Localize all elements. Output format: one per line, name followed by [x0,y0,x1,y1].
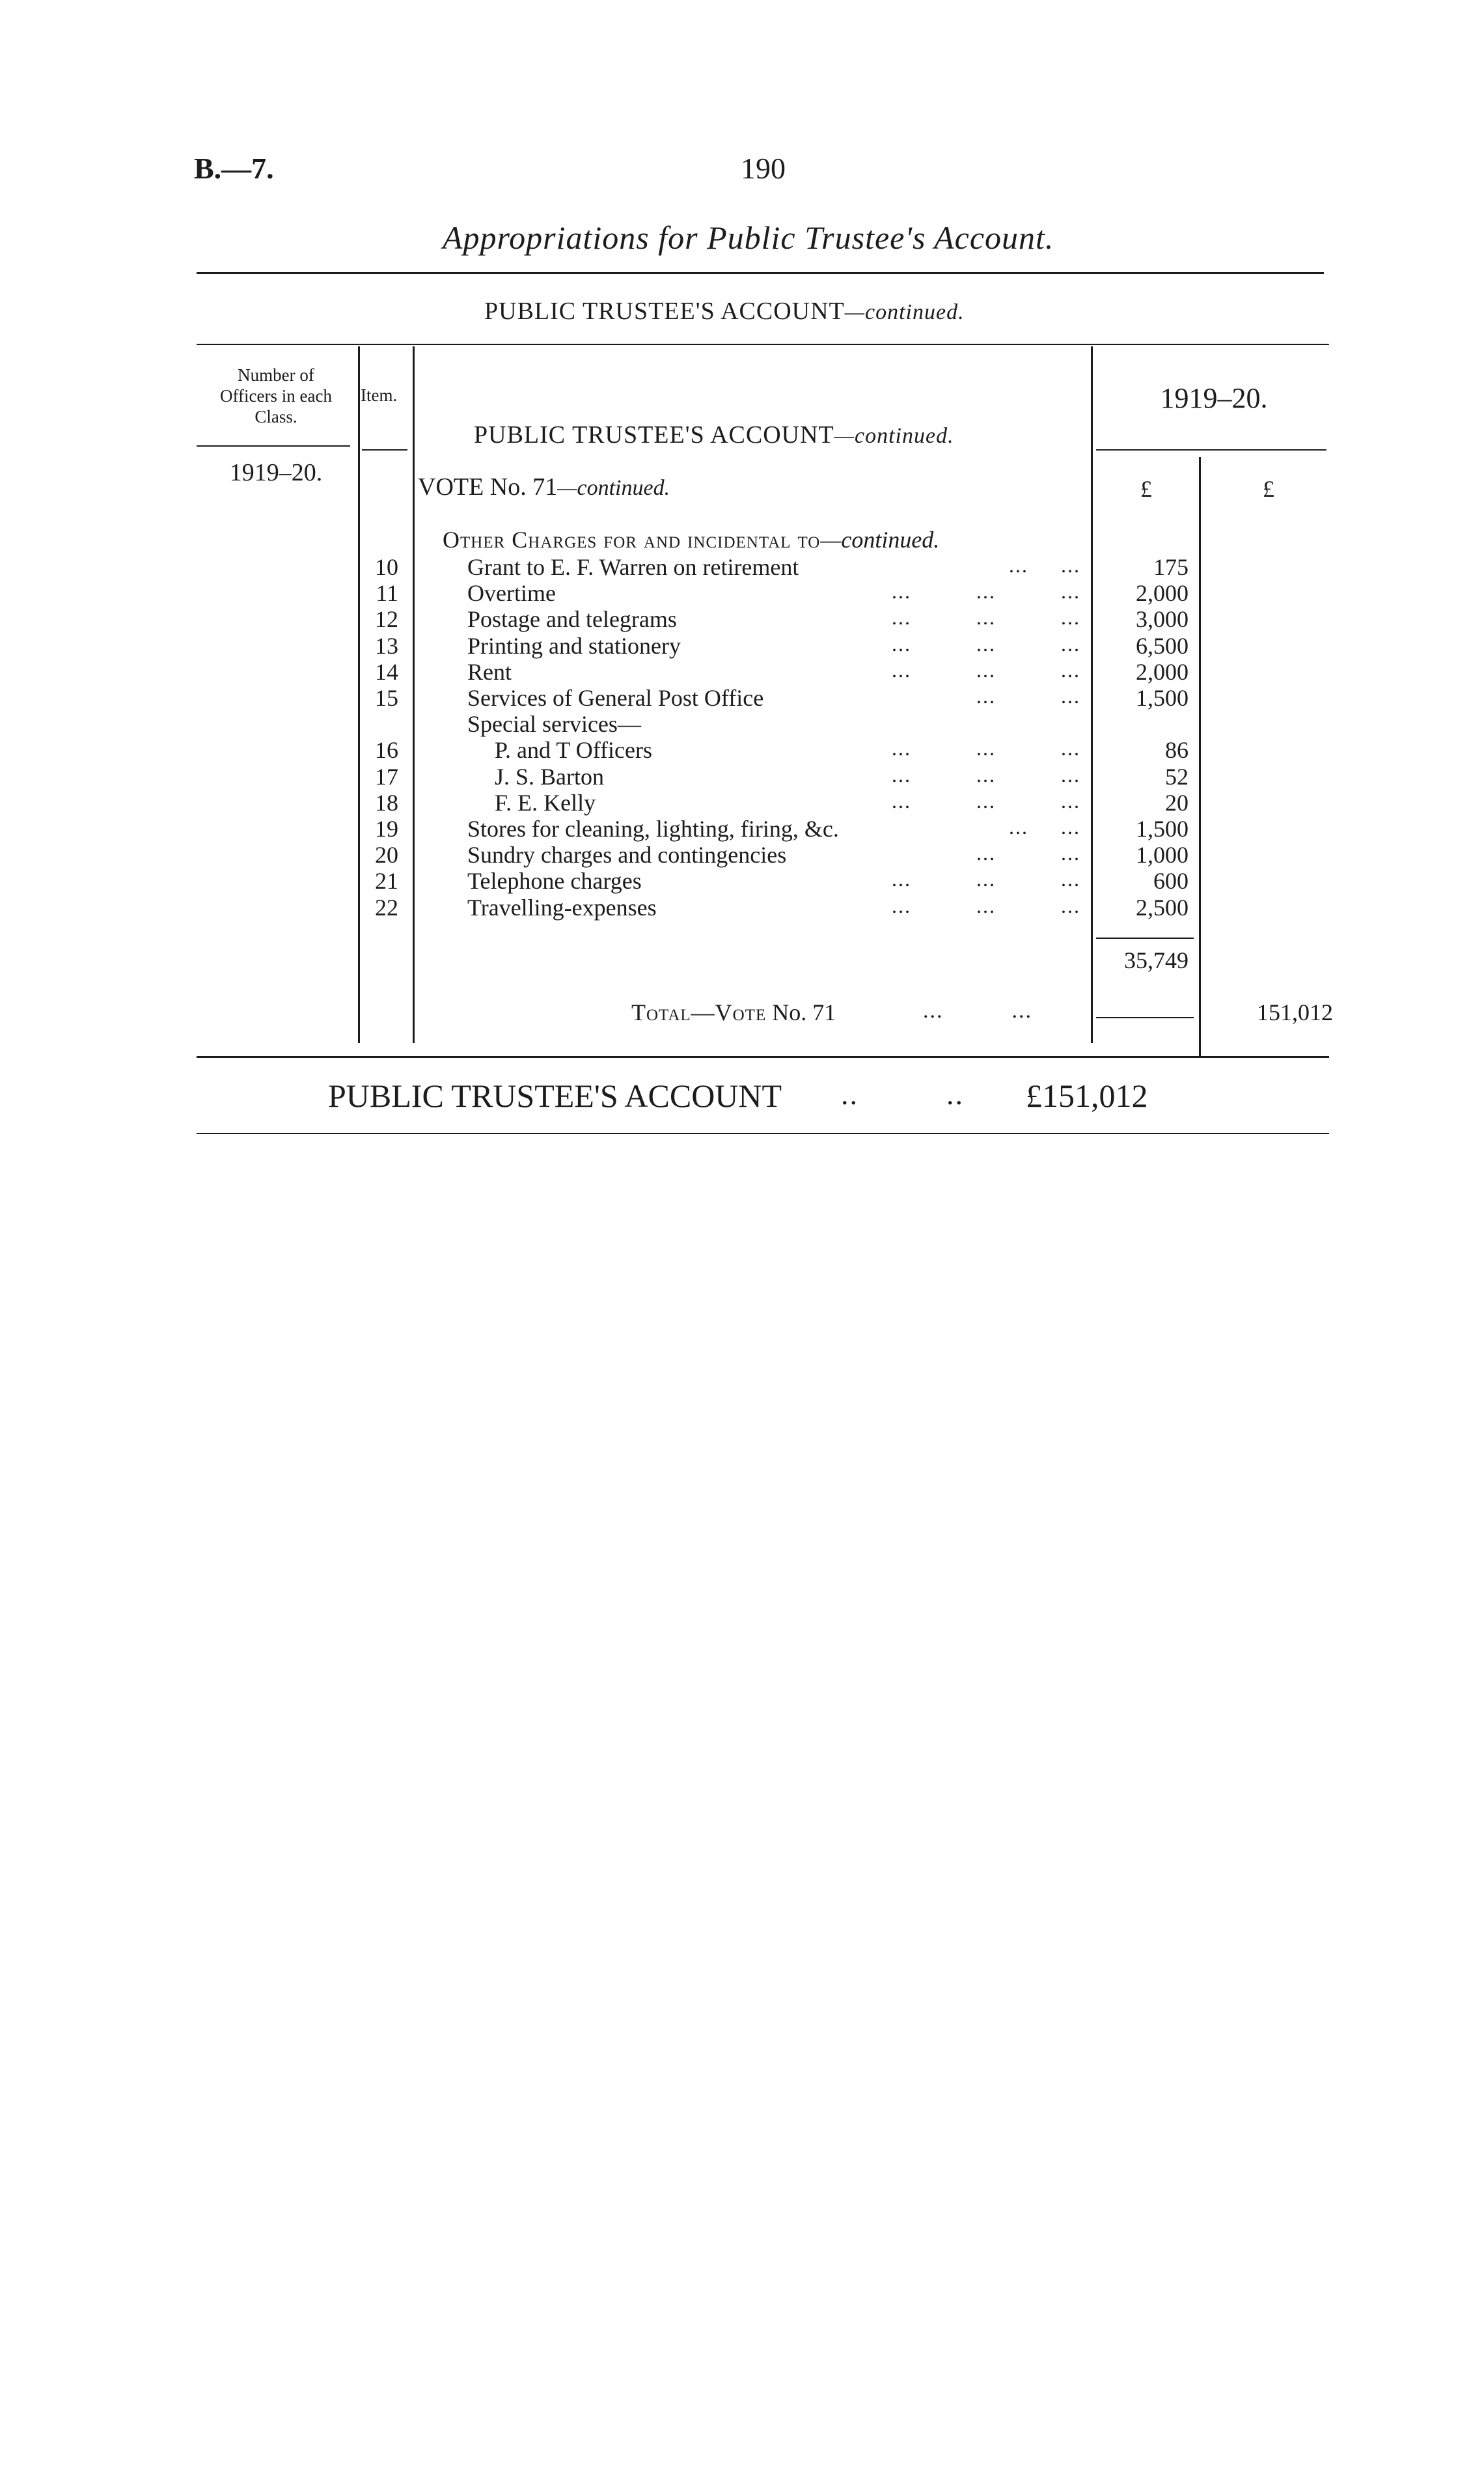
rule-officers-head [197,445,350,447]
charge-amount: 52 [1165,764,1189,790]
rule-bottom [197,1133,1329,1134]
account-heading [474,421,954,449]
charge-amount: 3,000 [1136,606,1189,632]
item-number: 19 [375,816,398,842]
total-label-no: No. 71 [772,999,836,1025]
rule-v-item [413,346,415,1043]
officers-header-line-3: Class. [254,407,297,426]
vote-subhead-main: Other Charges for and incidental to [443,527,821,553]
grand-total-amount: £151,012 [1026,1078,1148,1114]
leader-dots: ... ... ... [892,894,1080,917]
leader-dots: ... ... ... [892,763,1080,786]
item-number: 13 [375,633,398,659]
charge-description: J. S. Barton [495,764,605,790]
item-number: 11 [376,580,398,606]
item-header: Item. [361,385,398,405]
charge-description: F. E. Kelly [495,790,596,816]
rule-subtotal [1096,938,1194,939]
page-number: 190 [741,152,786,185]
charge-description: Rent [467,659,512,685]
charge-amount: 2,000 [1136,659,1189,685]
leader-dots: ... ... ... [892,579,1080,603]
item-number: 17 [375,764,398,790]
vote-heading-main: VOTE No. 71 [418,473,558,501]
page-title: Appropriations for Public Trustee's Account. [443,219,1054,256]
section-title-main: PUBLIC TRUSTEE'S ACCOUNT [484,298,845,325]
officers-year: 1919–20. [229,459,323,486]
rule-v-officers [358,346,360,1043]
rule-table-bottom [197,1056,1329,1058]
total-dots: ... ... [923,999,1032,1023]
item-number: 21 [375,868,398,894]
leader-dots: ... ... ... [892,736,1080,760]
leader-dots: ... ... [976,841,1080,865]
subtotal-amount: 35,749 [1124,947,1189,973]
officers-header-line-1: Number of [238,365,314,385]
charge-amount: 175 [1153,554,1189,580]
leader-dots: ... ... [1009,553,1080,577]
charge-description: Special services— [467,711,641,737]
leader-dots: ... ... ... [892,605,1080,629]
charge-description: Grant to E. F. Warren on retirement [467,554,799,580]
item-number: 18 [375,790,398,816]
total-amount: 151,012 [1257,999,1333,1025]
charge-description: Overtime [467,580,556,606]
item-number: 20 [375,842,398,868]
item-number: 15 [375,685,398,711]
charge-description: Sundry charges and contingencies [467,842,787,868]
section-title [484,297,965,326]
item-number: 10 [375,554,398,580]
item-number: 12 [375,606,398,632]
currency-symbol-total: £ [1263,476,1274,502]
charge-amount: 600 [1153,868,1189,894]
charge-amount: 86 [1165,737,1189,763]
total-label-sc: Total—Vote [631,999,767,1025]
leader-dots: ... ... ... [892,867,1080,891]
item-number: 22 [375,895,398,921]
year-header: 1919–20. [1160,382,1268,414]
officers-header [197,365,355,427]
charge-description: Postage and telegrams [467,606,677,632]
account-heading-suffix: —continued. [834,424,954,448]
grand-total-label: PUBLIC TRUSTEE'S ACCOUNT [328,1078,782,1114]
currency-symbol-amount: £ [1140,476,1152,502]
charge-amount: 1,500 [1136,816,1189,842]
rule-item-head [362,449,407,451]
item-number: 14 [375,659,398,685]
grand-total-dots: .. .. [841,1078,964,1111]
charge-amount: 6,500 [1136,633,1189,659]
charge-description: Telephone charges [467,868,642,894]
charge-amount: 20 [1165,790,1189,816]
document-ref: B.—7. [194,152,274,185]
leader-dots: ... ... ... [892,632,1080,656]
vote-subhead-suffix: —continued. [820,527,940,553]
charge-description: P. and T Officers [495,737,652,763]
charge-description: Stores for cleaning, lighting, firing, &c. [467,816,839,842]
charge-description: Travelling-expenses [467,895,657,921]
rule-year-head [1096,449,1326,451]
leader-dots: ... ... ... [892,789,1080,813]
charge-amount: 1,500 [1136,685,1189,711]
rule-v-amount [1091,346,1093,1043]
charge-amount: 2,000 [1136,580,1189,606]
leader-dots: ... ... [1009,815,1080,839]
leader-dots: ... ... ... [892,658,1080,682]
charge-description: Printing and stationery [467,633,681,659]
vote-subhead [443,526,939,553]
charge-description: Services of General Post Office [467,685,764,711]
total-label [631,999,836,1026]
section-title-suffix: —continued. [844,300,965,324]
vote-heading [418,473,670,501]
charge-amount: 1,000 [1136,842,1189,868]
leader-dots: ... ... [976,684,1080,708]
rule-top [197,272,1324,274]
rule-total [1096,1017,1194,1018]
rule-v-total [1199,457,1201,1056]
item-number: 16 [375,737,398,763]
charge-amount: 2,500 [1136,895,1189,921]
vote-heading-suffix: —continued. [557,476,670,500]
rule-table-top [197,344,1329,345]
officers-header-line-2: Officers in each [220,386,332,406]
account-heading-main: PUBLIC TRUSTEE'S ACCOUNT [474,421,834,449]
